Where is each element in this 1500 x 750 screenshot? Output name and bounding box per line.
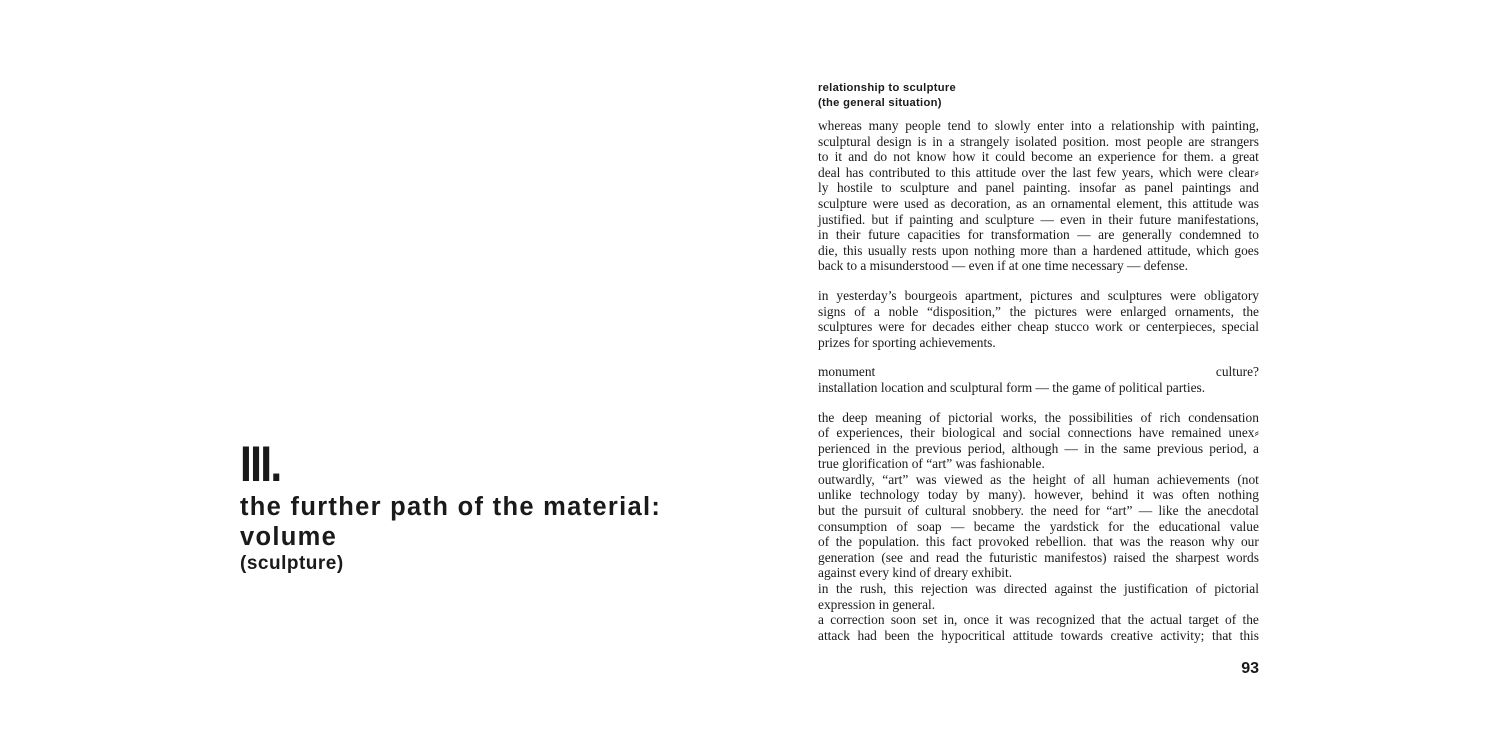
chapter-heading xyxy=(240,436,662,576)
paragraph-gap xyxy=(818,274,1259,288)
text-line: in their future capacities for transformation — are generally condemned to xyxy=(818,227,1259,243)
text-column xyxy=(818,81,1259,643)
chapter-title-line-2: volume xyxy=(240,523,338,551)
text-line: sculpture were used as decoration, as an ornamental element, this attitude was xyxy=(818,195,1259,211)
text-line: attack had been the hypocritical attitude towards creative activity; that this xyxy=(818,627,1259,643)
chapter-title-line-1: the further path of the material: xyxy=(240,493,662,521)
text-line: in yesterday’s bourgeois apartment, pictures and sculptures were obligatory xyxy=(818,287,1259,303)
text-line: expression in general. xyxy=(818,596,936,612)
text-line: sculptures were for decades either cheap stucco work or centerpieces, special xyxy=(818,319,1259,335)
body-text xyxy=(818,118,1259,643)
text-line: prizes for sporting achievements. xyxy=(818,334,996,350)
text-line: unlike technology today by many). however, behind it was often nothing xyxy=(818,487,1259,503)
text-line: a correction soon set in, once it was recognized that the actual target of the xyxy=(818,612,1259,628)
text-line: ly hostile to sculpture and panel painting. insofar as panel paintings and xyxy=(818,180,1259,196)
text-line: sculptural design is in a strangely isolated position. most people are strangers xyxy=(818,133,1259,149)
text-line: but the pursuit of cultural snobbery. the need for “art” — like the anecdotal xyxy=(818,503,1259,519)
section-heading xyxy=(818,81,1259,111)
text-line: of experiences, their biological and social connections have remained unex⸗ xyxy=(818,425,1259,441)
text-line: true glorification of “art” was fashionable. xyxy=(818,456,1045,472)
text-line: whereas many people tend to slowly enter into a relationship with painting, xyxy=(818,118,1259,133)
paragraph xyxy=(818,410,1259,644)
text-line: back to a misunderstood — even if at one time necessary — defense. xyxy=(818,258,1188,274)
text-line: die, this usually rests upon nothing more than a hardened attitude, which goes xyxy=(818,242,1259,258)
chapter-subtitle: (sculpture) xyxy=(240,553,344,574)
text-line: generation (see and read the futuristic manifestos) raised the sharpest words xyxy=(818,549,1259,565)
section-heading-line-2: (the general situation) xyxy=(818,97,942,109)
chapter-number: III. xyxy=(240,436,281,492)
text-line: the deep meaning of pictorial works, the possibilities of rich condensation xyxy=(818,409,1259,425)
text-line: installation location and sculptural form — the game of political parties. xyxy=(818,379,1206,395)
text-line: outwardly, “art” was viewed as the height of all human achievements (not xyxy=(818,471,1259,487)
text-line: deal has contributed to this attitude over the last few years, which were clear⸗ xyxy=(818,164,1259,180)
text-line: against every kind of dreary exhibit. xyxy=(818,565,1013,581)
text-line: in the rush, this rejection was directed against the justification of pictorial xyxy=(818,581,1259,597)
text-line: justified. but if painting and sculpture — even in their future manifestations, xyxy=(818,211,1259,227)
text-line: monument culture? xyxy=(818,364,1259,380)
text-line: perienced in the previous period, although — in the same previous period, a xyxy=(818,440,1259,456)
text-line: consumption of soap — became the yardstick for the educational value xyxy=(818,518,1259,534)
text-line: to it and do not know how it could become an experience for them. a great xyxy=(818,149,1259,165)
paragraph-gap xyxy=(818,350,1259,364)
paragraph xyxy=(818,288,1259,350)
page-number: 93 xyxy=(1241,660,1259,677)
chapter-title xyxy=(240,492,661,552)
section-heading-line-1: relationship to sculpture xyxy=(818,82,957,94)
paragraph xyxy=(818,364,1259,395)
paragraph-gap xyxy=(818,396,1259,410)
text-line: signs of a noble “disposition,” the pictures were enlarged ornaments, the xyxy=(818,303,1259,319)
paragraph xyxy=(818,118,1259,274)
text-line: of the population. this fact provoked rebellion. that was the reason why our xyxy=(818,534,1259,550)
